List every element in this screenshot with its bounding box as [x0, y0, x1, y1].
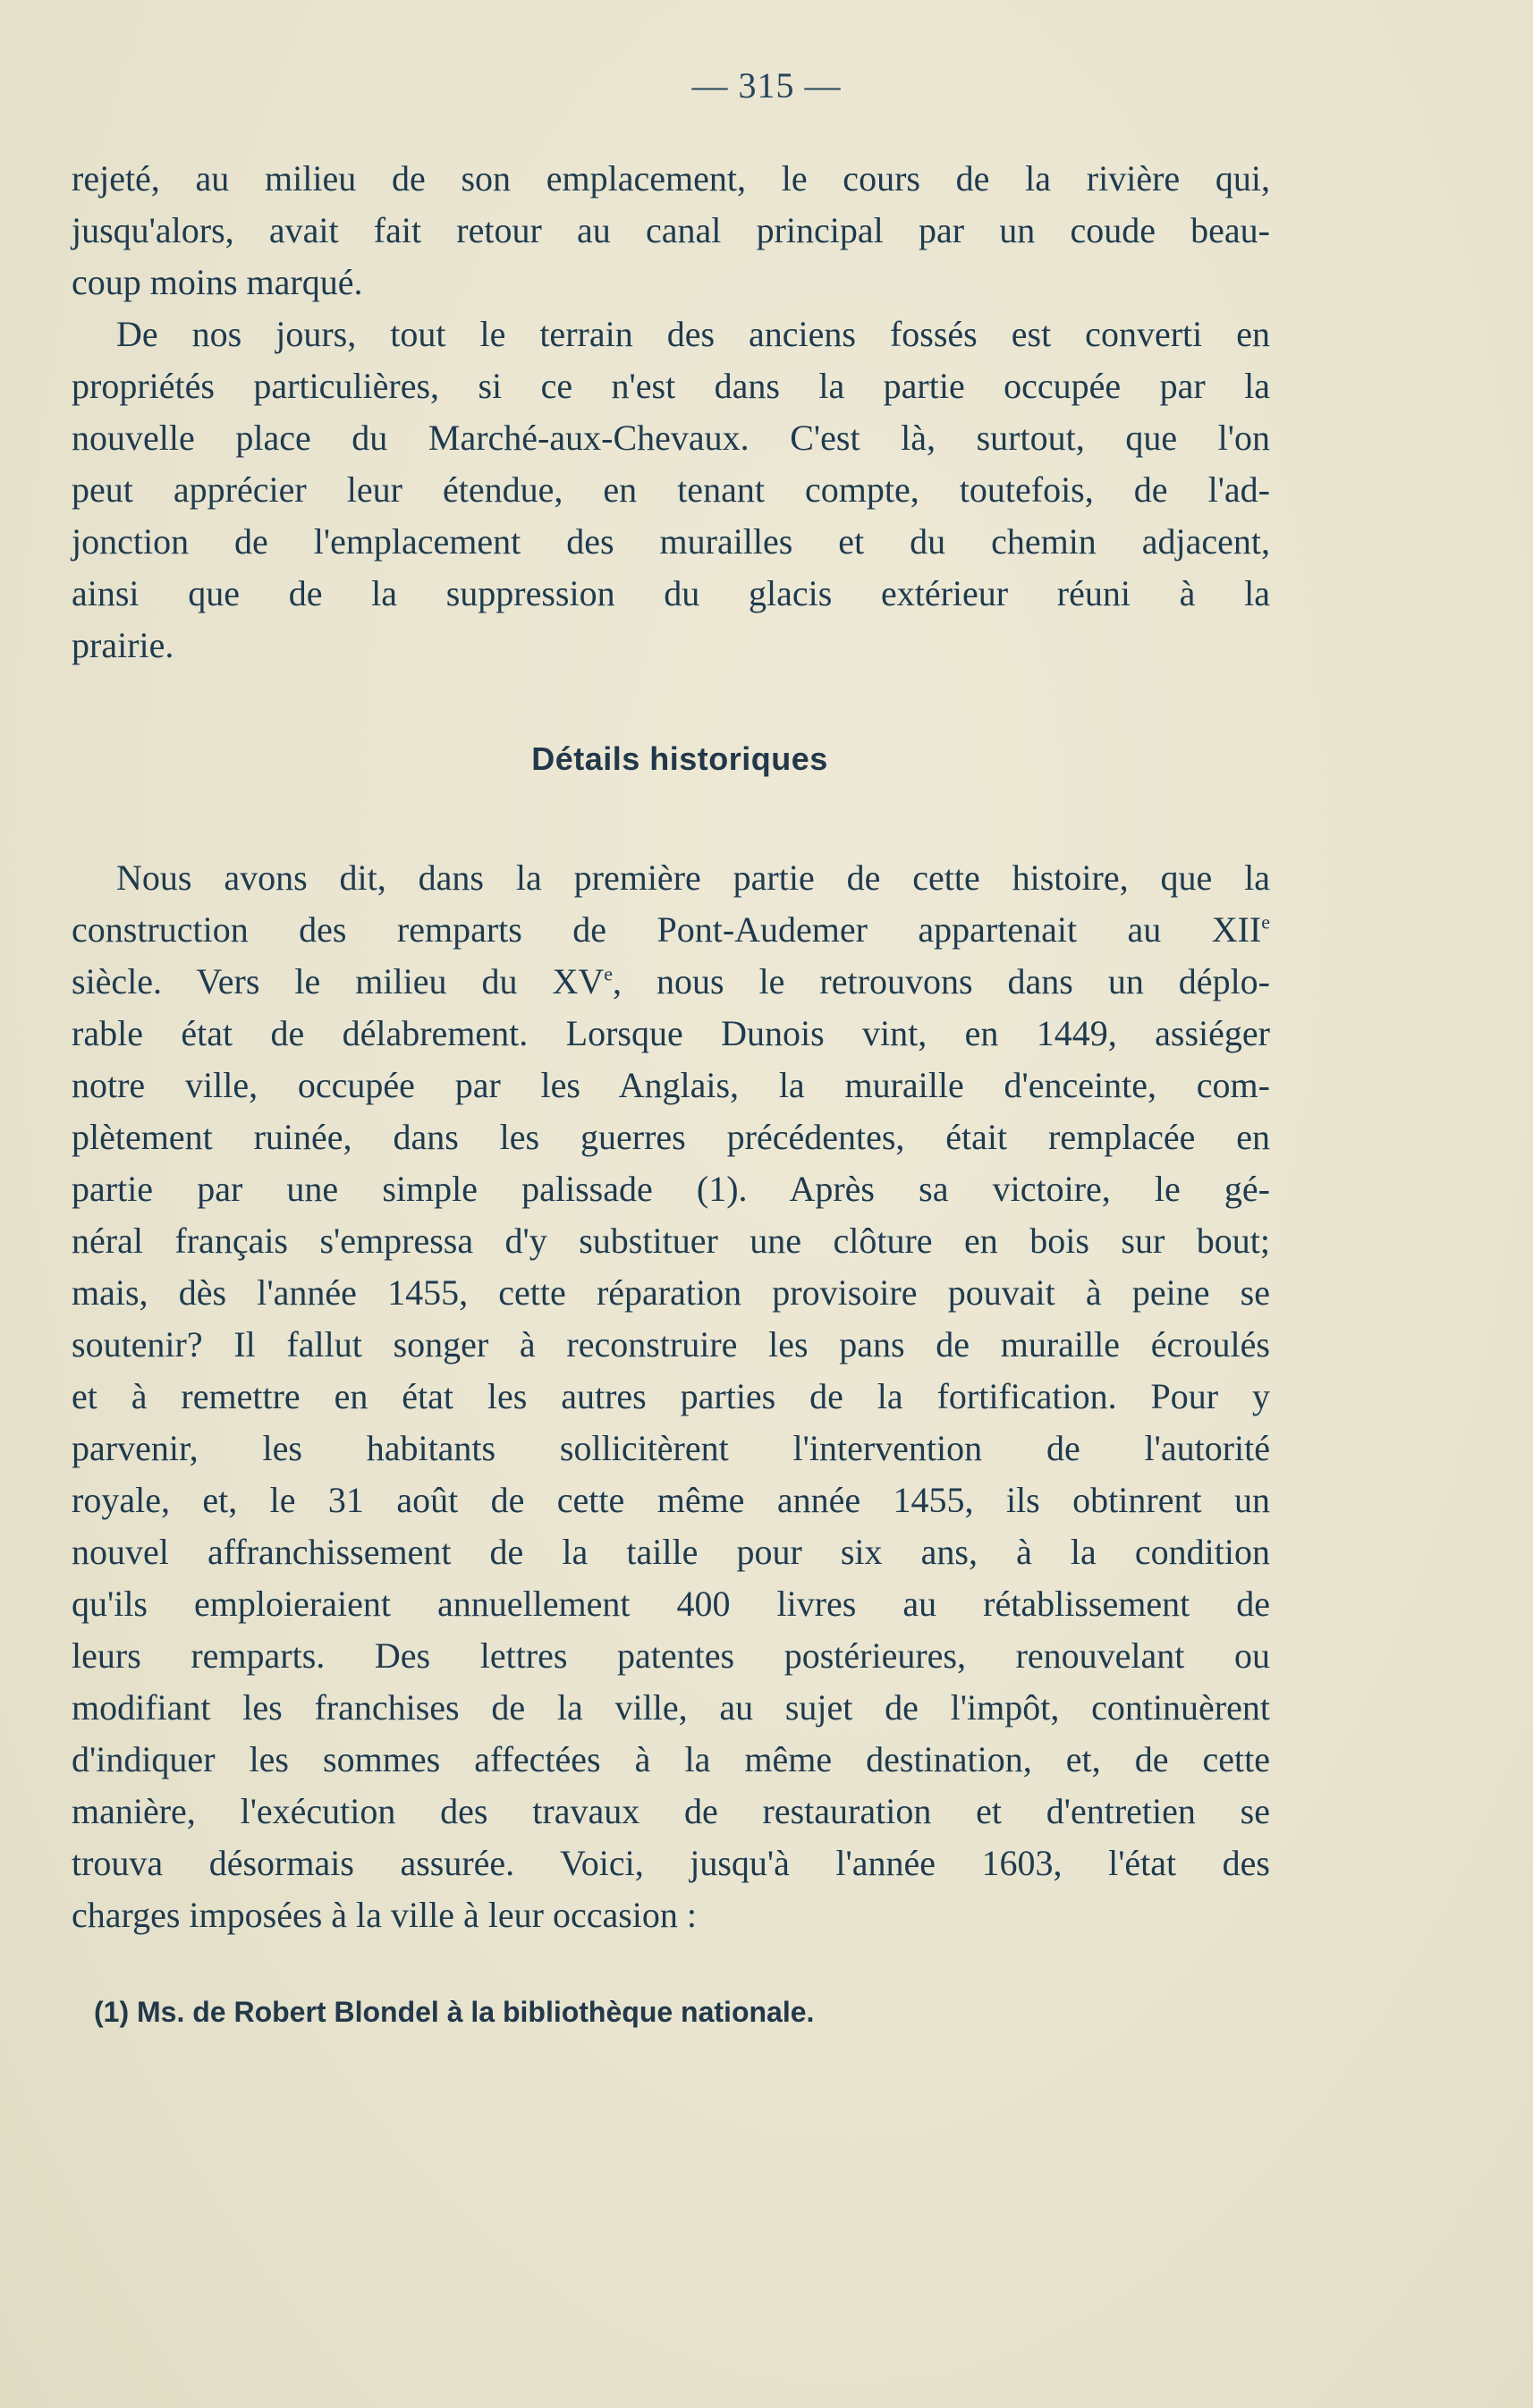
text-line: notre ville, occupée par les Anglais, la muraille d'enceinte, com-: [72, 1065, 1270, 1105]
section-heading: Détails historiques: [531, 740, 828, 777]
text-line: trouva désormais assurée. Voici, jusqu'à l'année 1603, l'état des: [72, 1843, 1270, 1883]
superscript: e: [604, 962, 614, 985]
text-line: prairie.: [72, 625, 174, 665]
text-fragment: siècle. Vers le milieu du XV: [72, 961, 605, 1001]
page-number: — 315 —: [691, 65, 842, 106]
text-line: Nous avons dit, dans la première partie de cette histoire, que la: [116, 858, 1270, 898]
text-line: qu'ils emploieraient annuellement 400 livres au rétablissement de: [72, 1584, 1270, 1624]
text-line: ainsi que de la suppression du glacis extérieur réuni à la: [72, 573, 1270, 613]
text-line: d'indiquer les sommes affectées à la même destination, et, de cette: [72, 1739, 1270, 1779]
text-line: nouvelle place du Marché-aux-Chevaux. C'est là, surtout, que l'on: [72, 418, 1270, 458]
text-line: plètement ruinée, dans les guerres précédentes, était remplacée en: [72, 1117, 1270, 1157]
text-line: leurs remparts. Des lettres patentes postérieures, renouvelant ou: [72, 1635, 1270, 1676]
text-line: rejeté, au milieu de son emplacement, le cours de la rivière qui,: [72, 158, 1270, 199]
body-text-top: [72, 153, 1270, 672]
text-line: jonction de l'emplacement des murailles et du chemin adjacent,: [72, 521, 1270, 562]
text-line: [72, 904, 1270, 956]
text-line: rable état de délabrement. Lorsque Dunois vint, en 1449, assiéger: [72, 1013, 1270, 1053]
text-line: et à remettre en état les autres parties de la fortification. Pour y: [72, 1376, 1270, 1416]
text-line: manière, l'exécution des travaux de restauration et d'entretien se: [72, 1791, 1270, 1831]
text-line: nouvel affranchissement de la taille pour six ans, à la condition: [72, 1532, 1270, 1572]
text-line: coup moins marqué.: [72, 262, 363, 302]
text-line: néral français s'empressa d'y substituer une clôture en bois sur bout;: [72, 1221, 1270, 1261]
text-line: soutenir? Il fallut songer à reconstruire les pans de muraille écroulés: [72, 1324, 1270, 1365]
text-fragment: construction des remparts de Pont-Audemer appartenait au XII: [72, 909, 1262, 950]
text-line: peut apprécier leur étendue, en tenant compte, toutefois, de l'ad-: [72, 469, 1270, 510]
footnote: (1) Ms. de Robert Blondel à la bibliothèque nationale.: [94, 1996, 815, 2028]
text-line: [72, 956, 1270, 1008]
text-line: modifiant les franchises de la ville, au sujet de l'impôt, continuèrent: [72, 1687, 1270, 1728]
text-line: mais, dès l'année 1455, cette réparation provisoire pouvait à peine se: [72, 1272, 1270, 1313]
text-line: royale, et, le 31 août de cette même année 1455, ils obtinrent un: [72, 1480, 1270, 1520]
superscript: e: [1261, 910, 1270, 934]
text-line: jusqu'alors, avait fait retour au canal principal par un coude beau-: [72, 210, 1270, 250]
text-line: partie par une simple palissade (1). Après sa victoire, le gé-: [72, 1169, 1270, 1209]
text-line: parvenir, les habitants sollicitèrent l'intervention de l'autorité: [72, 1428, 1270, 1468]
body-text-main: [72, 852, 1270, 1941]
text-line: De nos jours, tout le terrain des anciens fossés est converti en: [116, 314, 1270, 354]
text-line: charges imposées à la ville à leur occasion :: [72, 1895, 698, 1935]
text-fragment: , nous le retrouvons dans un déplo-: [613, 961, 1270, 1001]
text-line: propriétés particulières, si ce n'est dans la partie occupée par la: [72, 366, 1270, 406]
